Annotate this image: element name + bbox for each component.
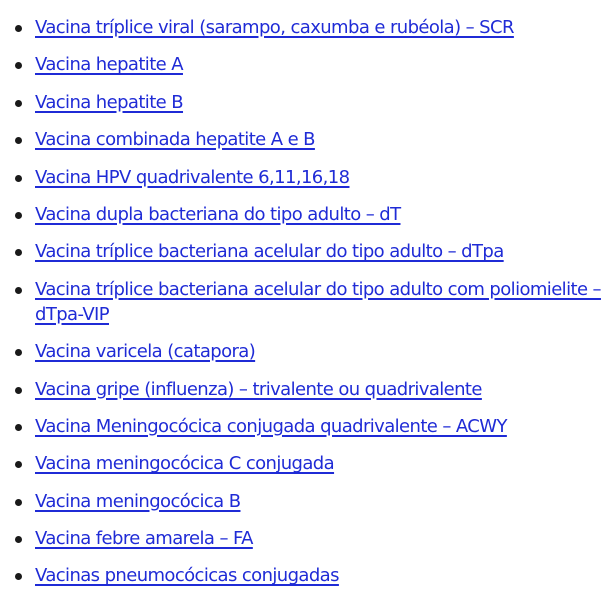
- list-item: [0, 563, 612, 588]
- bullet-icon: [15, 499, 22, 506]
- vaccine-link[interactable]: Vacina tríplice viral (sarampo, caxumba e rubéola) – SCR: [35, 17, 514, 38]
- vaccine-link[interactable]: Vacina hepatite A: [35, 54, 183, 76]
- bullet-icon: [15, 249, 22, 256]
- list-item: [0, 165, 612, 190]
- bullet-icon: [15, 349, 22, 356]
- bullet-icon: [15, 175, 22, 182]
- list-item: [0, 277, 612, 327]
- bullet-icon: [15, 287, 22, 294]
- list-item: [0, 451, 612, 476]
- list-item: [0, 239, 612, 264]
- bullet-icon: [15, 25, 22, 32]
- bullet-icon: [15, 424, 22, 431]
- bullet-icon: [15, 387, 22, 394]
- vaccine-link[interactable]: Vacina gripe (influenza) – trivalente ou quadrivalente: [35, 378, 482, 400]
- vaccine-link[interactable]: Vacina hepatite B: [35, 91, 184, 113]
- list-item: [0, 339, 612, 364]
- list-item: [0, 377, 612, 402]
- bullet-icon: [15, 62, 22, 69]
- bullet-icon: [15, 461, 22, 468]
- bullet-icon: [15, 573, 22, 580]
- vaccine-link[interactable]: Vacina Meningocócica conjugada quadrivalente – ACWY: [35, 415, 507, 437]
- vaccine-link[interactable]: Vacinas pneumocócicas conjugadas: [35, 565, 339, 587]
- vaccine-link[interactable]: Vacina HPV quadrivalente 6,11,16,18: [35, 166, 350, 188]
- list-item: [0, 90, 612, 115]
- list-item: [0, 15, 612, 40]
- list-item: [0, 526, 612, 551]
- bullet-icon: [15, 137, 22, 144]
- list-item: [0, 414, 612, 439]
- vaccine-link[interactable]: Vacina varicela (catapora): [35, 341, 256, 363]
- list-item: [0, 127, 612, 152]
- vaccine-link[interactable]: Vacina dupla bacteriana do tipo adulto – dT: [35, 203, 401, 225]
- vaccine-link[interactable]: Vacina meningocócica C conjugada: [35, 453, 335, 475]
- bullet-icon: [15, 536, 22, 543]
- list-item: [0, 202, 612, 227]
- vaccine-link[interactable]: Vacina meningocócica B: [35, 490, 241, 512]
- list-item: [0, 489, 612, 514]
- bullet-icon: [15, 100, 22, 107]
- vaccine-link[interactable]: Vacina febre amarela – FA: [35, 528, 253, 550]
- vaccine-link[interactable]: Vacina tríplice bacteriana acelular do tipo adulto com poliomielite – dTpa-VIP: [35, 278, 601, 325]
- bullet-icon: [15, 212, 22, 219]
- list-item: [0, 52, 612, 77]
- vaccine-link[interactable]: Vacina tríplice bacteriana acelular do tipo adulto – dTpa: [35, 241, 504, 263]
- vaccine-link[interactable]: Vacina combinada hepatite A e B: [35, 129, 315, 151]
